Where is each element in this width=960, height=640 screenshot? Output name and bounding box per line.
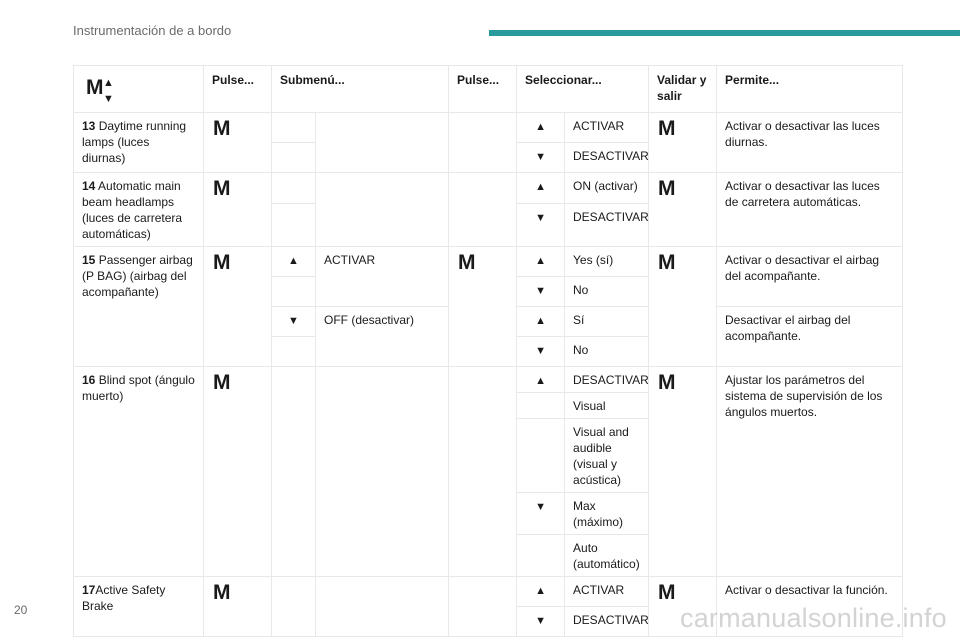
arrow-down-icon: ▼ [535, 151, 546, 163]
arrow-down-icon: ▼ [535, 345, 546, 357]
m-key-icon: M [658, 371, 675, 394]
submenu-value: OFF (desactivar) [324, 313, 415, 327]
permite-text: Activar o desactivar la función. [725, 583, 888, 597]
table-header-row [74, 66, 903, 113]
option-value: Visual [573, 399, 606, 413]
watermark: carmanualsonline.info [680, 603, 947, 633]
col-header-permite: Permite... [725, 73, 780, 87]
m-key-icon: M [213, 371, 230, 394]
m-key-icon: M [658, 581, 675, 604]
permite-text: Activar o desactivar las luces de carretera automáticas. [725, 179, 880, 209]
col-header-pulse-2: Pulse... [457, 73, 500, 87]
setting-label: 15 Passenger airbag (P BAG) (airbag del acompañante) [82, 253, 193, 299]
option-value: DESACTIVAR [573, 149, 649, 163]
m-key-icon: M [658, 177, 675, 200]
option-value: No [573, 283, 589, 297]
arrow-up-icon: ▲ [535, 375, 546, 387]
option-value: Yes (sí) [573, 253, 614, 267]
permite-text: Activar o desactivar el airbag del acompañante. [725, 253, 880, 283]
m-key-icon: M [213, 177, 230, 200]
m-key-icon: M [658, 117, 675, 140]
option-value: DESACTIVAR [573, 210, 649, 225]
option-value: Auto (automático) [573, 541, 640, 571]
m-key-icon: M [213, 251, 230, 274]
setting-label: 14 Automatic main beam headlamps (luces de carretera automáticas) [82, 179, 183, 241]
section-title: Instrumentación de a bordo [73, 23, 232, 38]
arrow-down-icon: ▼ [535, 285, 546, 297]
table-row [74, 367, 903, 393]
m-key-icon: M [458, 251, 475, 274]
m-arrows-icon: M ▲ ▼ [86, 76, 114, 105]
arrow-up-icon: ▲ [288, 255, 299, 267]
submenu-value: ACTIVAR [324, 253, 376, 267]
header-icon-cell [74, 66, 204, 113]
settings-table [73, 65, 903, 637]
option-value: DESACTIVAR [573, 373, 649, 387]
table-row [74, 247, 903, 277]
option-value: Visual and audible (visual y acústica) [573, 425, 629, 487]
m-key-icon: M [213, 581, 230, 604]
m-key-icon: M [658, 251, 675, 274]
table-row [74, 173, 903, 204]
setting-label: 16 Blind spot (ángulo muerto) [82, 373, 195, 403]
permite-text: Activar o desactivar las luces diurnas. [725, 119, 880, 149]
permite-text: Ajustar los parámetros del sistema de supervisión de los ángulos muertos. [725, 373, 883, 419]
arrow-up-icon: ▲ [535, 585, 546, 597]
col-header-validate: Validar y salir [657, 73, 707, 103]
option-value: DESACTIVAR [573, 613, 649, 627]
setting-label: 13 Daytime running lamps (luces diurnas) [82, 119, 187, 165]
m-key-icon: M [213, 117, 230, 140]
arrow-up-icon: ▲ [535, 315, 546, 327]
arrow-down-icon: ▼ [535, 212, 546, 225]
option-value: ACTIVAR [573, 119, 625, 133]
option-value: ON (activar) [573, 179, 638, 193]
table-row [74, 577, 903, 607]
arrow-down-icon: ▼ [288, 315, 299, 327]
arrow-up-icon: ▲ [535, 181, 546, 193]
option-value: ACTIVAR [573, 583, 625, 597]
option-value: No [573, 343, 589, 357]
arrow-down-icon: ▼ [535, 615, 546, 627]
col-header-pulse: Pulse... [212, 73, 255, 87]
header-accent-bar [489, 30, 960, 36]
table-row [74, 113, 903, 143]
permite-text: Desactivar el airbag del acompañante. [725, 313, 851, 343]
arrow-up-icon: ▲ [535, 255, 546, 267]
page-number: 20 [14, 603, 28, 617]
option-value: Sí [573, 313, 585, 327]
col-header-select: Seleccionar... [525, 73, 602, 87]
col-header-submenu: Submenú... [280, 73, 345, 87]
arrow-up-icon: ▲ [535, 121, 546, 133]
option-value: Max (máximo) [573, 499, 624, 529]
arrow-down-icon: ▼ [535, 501, 546, 513]
setting-label: 17Active Safety Brake [82, 583, 166, 613]
